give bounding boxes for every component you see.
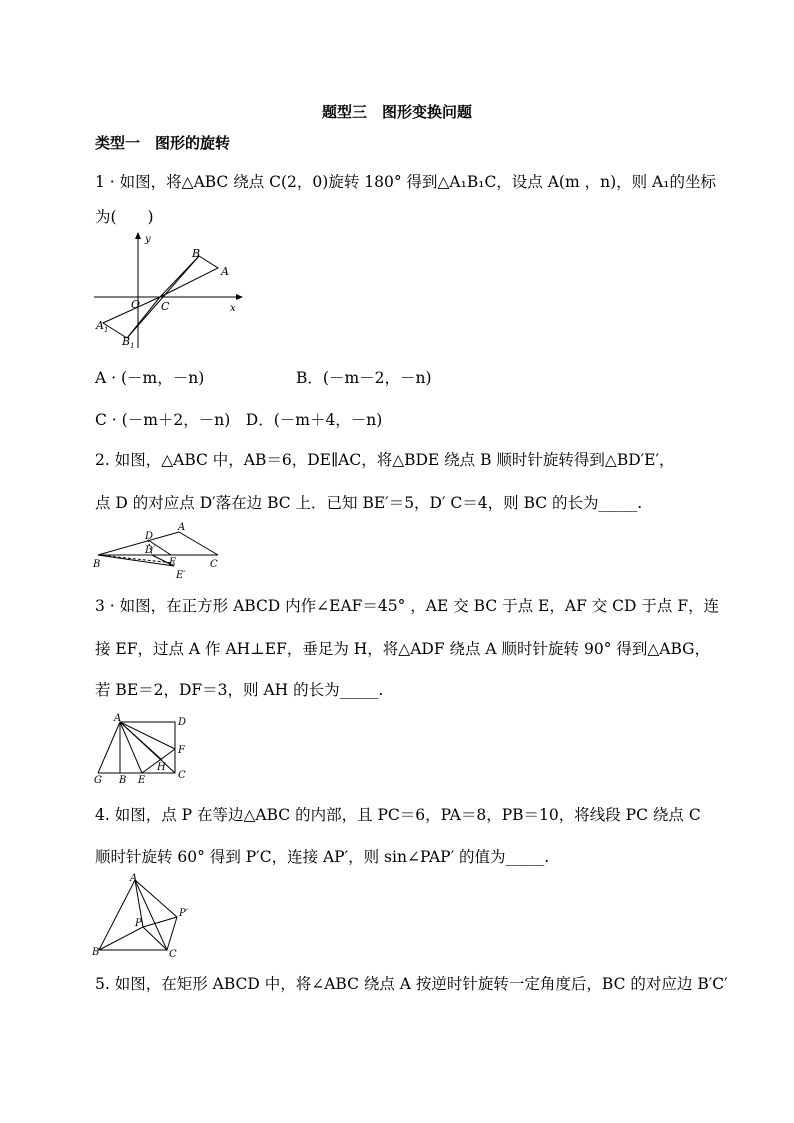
problem-4-line-1: 4. 如图，点 P 在等边△ABC 的内部，且 PC＝6，PA＝8，PB＝10，将线段 PC 绕点 C: [95, 806, 701, 824]
option-a: A · (－m，－n): [95, 369, 205, 387]
label-o: O: [131, 298, 141, 311]
problem-4-line-2: 顺时针旋转 60° 得到 P′C，连接 AP′，则 sin∠PAP′ 的值为_____.: [95, 848, 550, 866]
segment-ac: [120, 722, 175, 773]
label-b1: $B_1$: [122, 335, 135, 350]
label-p1: P′: [179, 908, 188, 919]
label-b: B: [192, 247, 201, 260]
problem-3-line-2: 接 EF，过点 A 作 AH⊥EF，垂足为 H，将△ADF 绕点 A 顺时针旋转 90° 得到△ABG，: [95, 640, 711, 658]
problem-1-line-1: 1 · 如图，将△ABC 绕点 C(2，0)旋转 180° 得到△A₁B₁C，设点 A(m ，n)，则 A₁的坐标: [95, 173, 716, 191]
problem-2-line-1: 2. 如图，△ABC 中，AB＝6，DE∥AC，将△BDE 绕点 B 顺时针旋转得到△BD′E′，: [95, 451, 675, 469]
segment-pb: [99, 927, 143, 950]
label-a: A: [178, 522, 186, 533]
label-b: B: [93, 559, 101, 570]
label-e: E: [169, 557, 177, 568]
label-a1: $A_1$: [96, 319, 109, 334]
label-p: P: [135, 918, 142, 929]
page-title: 题型三 图形变换问题: [321, 103, 472, 121]
problem-4-figure: [90, 872, 200, 966]
label-d: D: [145, 531, 154, 542]
options-c-d: C · (－m＋2，－n) D．(－m＋4，－n): [95, 411, 383, 429]
label-a: A: [130, 873, 138, 884]
segment-af: [120, 722, 175, 749]
label-g: G: [94, 775, 102, 785]
label-c: C: [169, 949, 177, 960]
option-b: B．(－m－2，－n): [296, 369, 432, 387]
problem-1-figure: [90, 228, 250, 357]
label-y: y: [145, 234, 151, 245]
problem-1-line-2: 为( ): [95, 208, 154, 226]
triangle-abc: [99, 880, 167, 950]
label-e: E: [138, 775, 146, 785]
label-f: F: [178, 745, 185, 756]
problem-2-figure: [90, 518, 230, 590]
y-axis-arrow: [135, 232, 141, 239]
label-d1: D′: [145, 545, 156, 556]
segment-ae: [120, 722, 142, 773]
problem-5-line-1: 5. 如图，在矩形 ABCD 中，将∠ABC 绕点 A 按逆时针旋转一定角度后，BC 的对应边 B′C′: [95, 975, 728, 993]
segment-pp1: [143, 917, 177, 927]
problem-3-line-1: 3 · 如图，在正方形 ABCD 内作∠EAF＝45° ，AE 交 BC 于点 E，AF 交 CD 于点 F，连: [95, 597, 720, 615]
label-d: D: [178, 717, 187, 728]
side-ac: [179, 532, 218, 555]
segment-pc: [143, 927, 167, 950]
segment-p1c: [167, 917, 177, 950]
label-e1: E′: [176, 570, 186, 581]
label-c: C: [178, 770, 186, 781]
segment-ag: [98, 722, 120, 773]
problem-3-line-3: 若 BE＝2，DF＝3，则 AH 的长为_____.: [95, 681, 384, 699]
x-axis-arrow: [236, 294, 243, 300]
side-ab: [98, 532, 179, 555]
problem-3-figure: [90, 710, 200, 789]
label-a: A: [114, 713, 122, 724]
problem-2-line-2: 点 D 的对应点 D′落在边 BC 上．已知 BE′＝5，D′ C＝4，则 BC 的长为_____.: [95, 494, 643, 512]
label-c: C: [210, 559, 218, 570]
segment-ap1: [135, 880, 177, 917]
label-x: x: [230, 303, 236, 314]
label-b: B: [92, 947, 100, 958]
label-h: H: [157, 762, 166, 773]
label-b: B: [119, 775, 127, 785]
label-c: C: [161, 300, 170, 313]
label-a: A: [221, 265, 229, 278]
section-heading: 类型一 图形的旋转: [95, 134, 231, 152]
